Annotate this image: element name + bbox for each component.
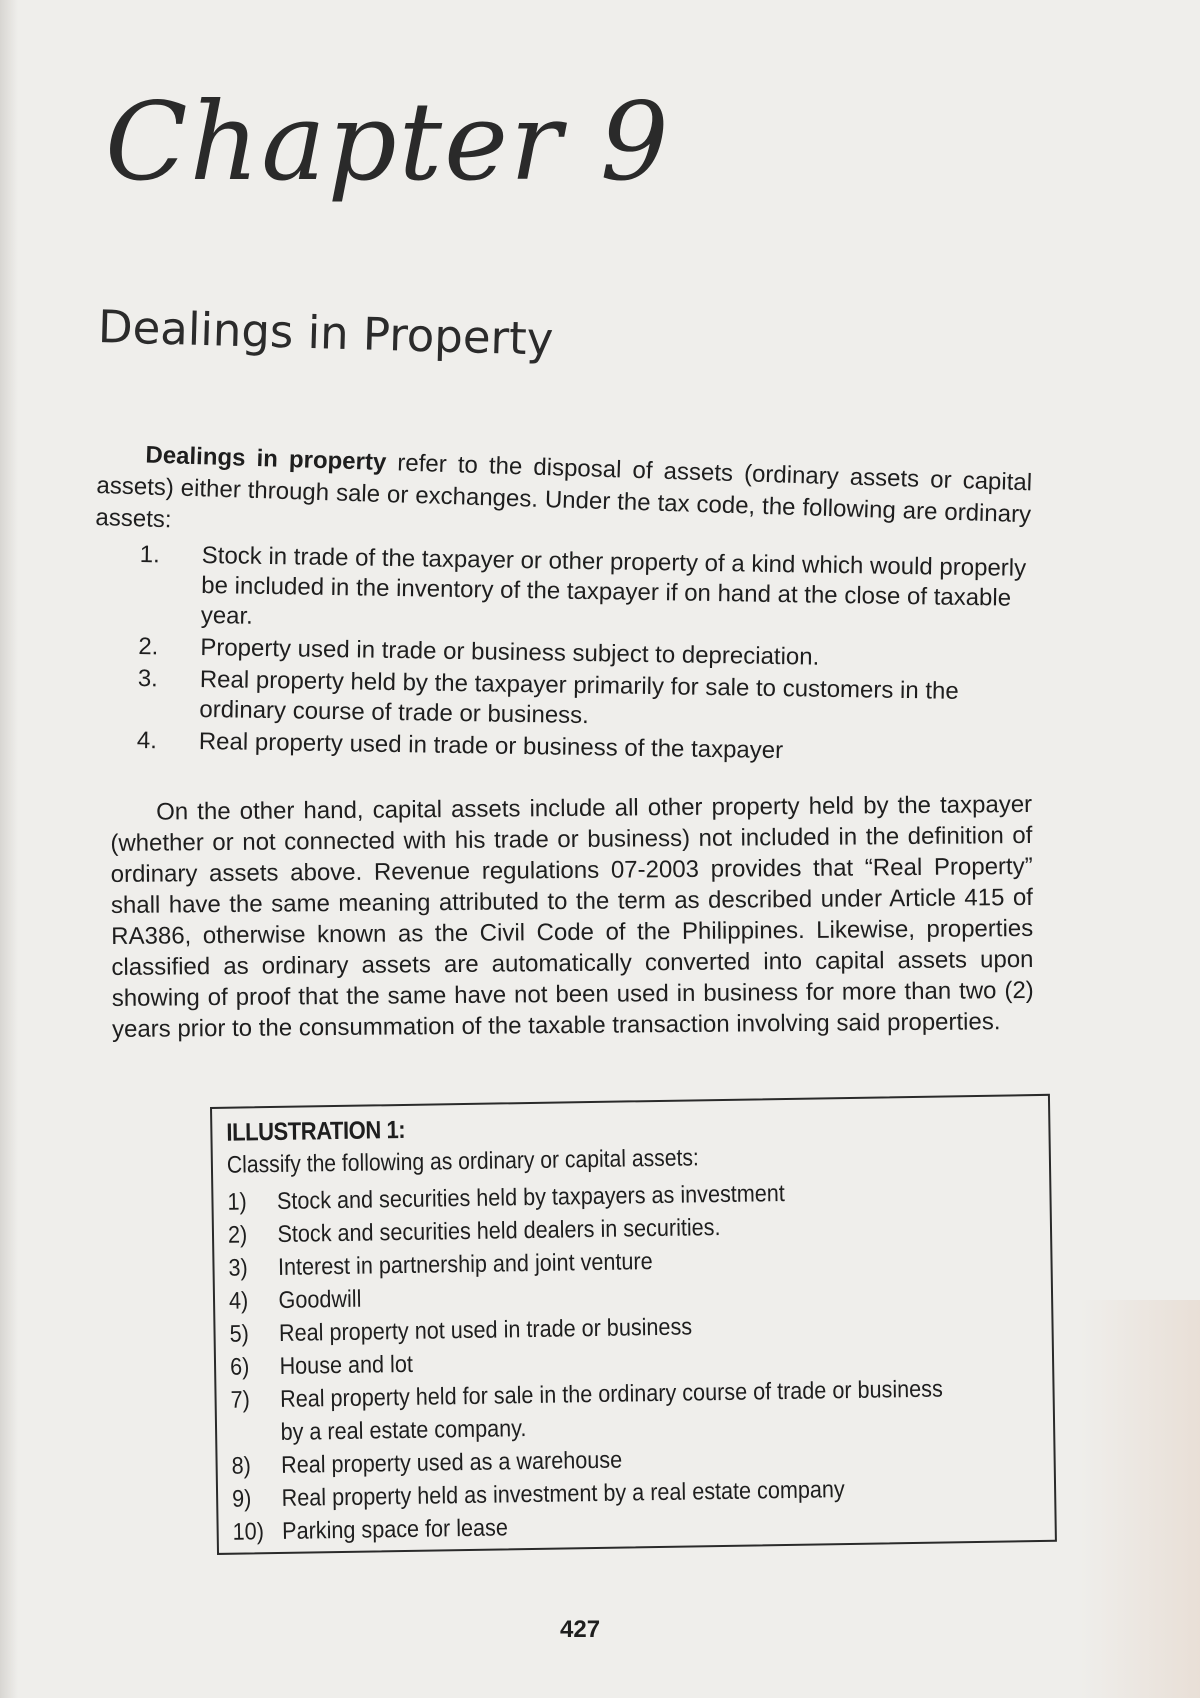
list-item-number: 3. [137, 664, 159, 693]
list-item-text: Real property used in trade or business of the taxpayer [198, 727, 784, 765]
list-item-number: 2. [138, 632, 159, 661]
illustration-title: ILLUSTRATION 1: [226, 1115, 406, 1147]
list-item [230, 1372, 958, 1449]
paper-stain [1080, 1300, 1200, 1698]
ordinary-assets-list [137, 540, 1035, 772]
list-item-number: 3) [228, 1254, 248, 1282]
list-item-number: 8) [231, 1452, 252, 1480]
list-item-text: Stock and securities held dealers in securities. [277, 1213, 721, 1248]
list-item [139, 540, 1035, 644]
list-item-text: Real property not used in trade or business [278, 1313, 693, 1347]
page-title: Dealings in Property [97, 300, 555, 366]
list-item-text: Goodwill [278, 1285, 362, 1314]
list-item-number: 9) [231, 1485, 252, 1513]
list-item-text: Stock in trade of the taxpayer or other property of a kind which would properly be included in the inventory of the taxpayer if on hand at the close of taxable year. [200, 541, 1027, 630]
illustration-box [210, 1094, 1057, 1555]
list-item-text: Parking space for lease [281, 1514, 509, 1545]
list-item-text: Property used in trade or business subject to depreciation. [200, 633, 820, 671]
list-item-number: 6) [229, 1353, 250, 1381]
page-binding-shadow [0, 0, 18, 1698]
list-item-text: Interest in partnership and joint venture [277, 1248, 653, 1281]
illustration-list [227, 1173, 1041, 1549]
list-item-number: 4. [136, 726, 158, 755]
list-item [137, 664, 1033, 738]
list-item-number: 2) [227, 1221, 248, 1249]
list-item-text: Real property held for sale in the ordinary course of trade or business by a real estate company. [279, 1375, 943, 1446]
list-item-number: 4) [228, 1287, 249, 1315]
list-item-text: House and lot [279, 1350, 414, 1380]
list-item-number: 5) [229, 1320, 249, 1348]
list-item-text: Real property used as a warehouse [280, 1446, 623, 1479]
intro-term: Dealings in property [145, 441, 387, 477]
list-item-text: Real property held by the taxpayer primarily for sale to customers in the ordinary course of trade or business. [199, 665, 959, 730]
list-item-number: 7) [230, 1386, 251, 1414]
list-item-number: 1) [227, 1188, 247, 1216]
list-item-number: 10) [232, 1518, 265, 1546]
capital-assets-paragraph [110, 789, 1034, 1045]
page-number: 427 [560, 1616, 601, 1643]
list-item-text: Stock and securities held by taxpayers as investment [276, 1179, 785, 1215]
capital-assets-text: On the other hand, capital assets include all other property held by the taxpayer (whether or not connected with his trade or business) not included in the definition of ordinary assets above. Revenue regulations 07-2003 provides that “Real Property” shall have the same meaning attributed to the term as described under Article 415 of RA386, otherwise known as the Civil Code of the Philippines. Likewise, properties classified as ordinary assets are automatically converted into capital assets upon showing of proof that the same have not been used in business for more than two (2) years prior to the consummation of the taxable transaction involving said properties. [110, 790, 1034, 1043]
intro-text: refer to the disposal of assets (ordinary assets or capital assets) either through sale or exchanges. Under the tax code, the following are ordinary assets: [95, 449, 1033, 534]
list-item-number: 1. [139, 540, 160, 569]
chapter-heading: Chapter 9 [105, 80, 671, 205]
list-item-text: Real property held as investment by a real estate company [281, 1476, 845, 1512]
illustration-question: Classify the following as ordinary or capital assets: [226, 1144, 699, 1179]
